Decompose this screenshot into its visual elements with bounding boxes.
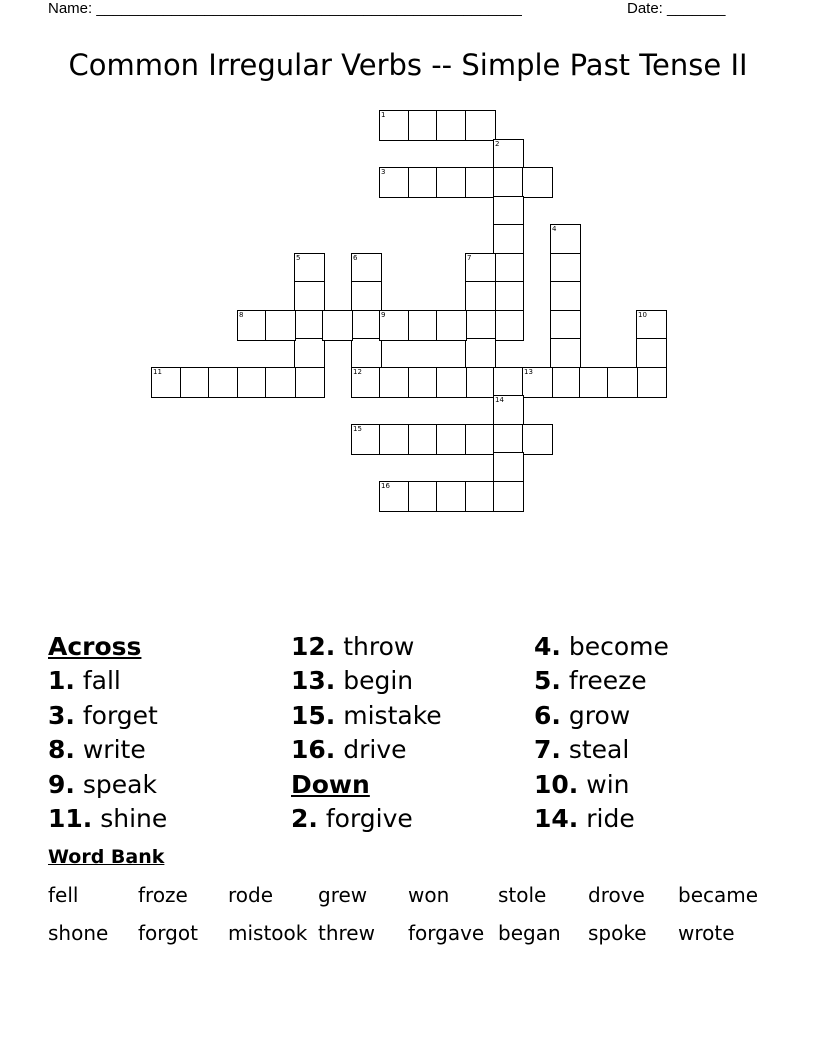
word-bank-word: mistook [228, 921, 308, 945]
cell-number: 13 [524, 368, 533, 376]
word-bank-word: wrote [678, 921, 735, 945]
crossword-cell[interactable] [493, 367, 524, 398]
crossword-cell[interactable] [493, 139, 524, 170]
word-bank-title: Word Bank [48, 846, 165, 868]
page-title: Common Irregular Verbs -- Simple Past Tense II [68, 48, 748, 82]
crossword-cell[interactable] [379, 310, 410, 341]
clue-item [48, 699, 167, 733]
clue-text: grow [560, 700, 631, 730]
crossword-cell[interactable] [493, 196, 524, 227]
crossword-cell[interactable] [465, 253, 496, 284]
crossword-cell[interactable] [436, 110, 467, 141]
crossword-cell[interactable] [465, 281, 496, 312]
cell-number: 7 [467, 254, 472, 262]
crossword-cell[interactable] [550, 224, 581, 255]
crossword-cell[interactable] [550, 338, 581, 369]
crossword-cell[interactable] [579, 367, 610, 398]
crossword-cell[interactable] [408, 367, 439, 398]
cell-number: 6 [353, 254, 358, 262]
clue-column-3 [534, 630, 669, 836]
cell-number: 14 [495, 396, 504, 404]
crossword-cell[interactable] [465, 310, 496, 341]
word-bank-word: rode [228, 883, 274, 907]
cell-number: 3 [381, 168, 386, 176]
clue-item [291, 664, 442, 698]
word-bank-word: became [678, 883, 759, 907]
crossword-cell[interactable] [379, 167, 410, 198]
crossword-cell[interactable] [351, 253, 382, 284]
word-bank-word: spoke [588, 921, 647, 945]
clue-number: 15. [291, 700, 336, 730]
crossword-cell[interactable] [436, 310, 467, 341]
clue-text: begin [335, 666, 414, 696]
name-label: Name: ___________________________________________________ [48, 0, 522, 17]
crossword-cell[interactable] [465, 367, 496, 398]
crossword-cell[interactable] [493, 310, 524, 341]
crossword-cell[interactable] [493, 253, 524, 284]
word-bank-word: drove [588, 883, 645, 907]
crossword-cell[interactable] [436, 481, 467, 512]
word-bank-word: forgave [408, 921, 485, 945]
clue-text: forget [74, 700, 158, 730]
clue-number: 1. [48, 666, 75, 696]
clue-item [534, 802, 669, 836]
crossword-cell[interactable] [636, 367, 667, 398]
date-label: Date: _______ [627, 0, 726, 17]
crossword-cell[interactable] [465, 338, 496, 369]
crossword-cell[interactable] [322, 310, 353, 341]
crossword-cell[interactable] [351, 424, 382, 455]
clue-column-2 [291, 630, 442, 836]
crossword-cell[interactable] [379, 481, 410, 512]
crossword-cell[interactable] [436, 424, 467, 455]
clue-text: speak [74, 769, 157, 799]
crossword-cell[interactable] [265, 310, 296, 341]
crossword-cell[interactable] [436, 367, 467, 398]
crossword-cell[interactable] [379, 367, 410, 398]
clue-item [291, 699, 442, 733]
word-bank-word: began [498, 921, 561, 945]
clue-text: freeze [560, 666, 647, 696]
word-bank-word: stole [498, 883, 547, 907]
clue-item [291, 802, 442, 836]
clue-number: 5. [534, 666, 561, 696]
crossword-cell[interactable] [436, 167, 467, 198]
cell-number: 4 [552, 225, 557, 233]
cell-number: 8 [239, 311, 244, 319]
clue-number: 7. [534, 735, 561, 765]
clue-item [291, 733, 442, 767]
crossword-cell[interactable] [294, 338, 325, 369]
crossword-cell[interactable] [265, 367, 296, 398]
cell-number: 1 [381, 111, 386, 119]
crossword-cell[interactable] [493, 481, 524, 512]
crossword-cell[interactable] [493, 167, 524, 198]
clue-text: win [578, 769, 630, 799]
clue-column-1 [48, 630, 167, 836]
crossword-cell[interactable] [465, 424, 496, 455]
clue-text: ride [578, 804, 635, 834]
clue-item [291, 630, 442, 664]
crossword-cell[interactable] [408, 481, 439, 512]
crossword-cell[interactable] [493, 424, 524, 455]
clue-item [534, 733, 669, 767]
clue-number: 12. [291, 632, 336, 661]
clue-text: write [74, 735, 146, 765]
word-bank-word: shone [48, 921, 109, 945]
clue-number: 2. [291, 804, 318, 834]
crossword-cell[interactable] [351, 281, 382, 312]
clue-text: fall [74, 666, 121, 696]
cell-number: 16 [381, 482, 390, 490]
crossword-cell[interactable] [493, 224, 524, 255]
crossword-cell[interactable] [522, 167, 553, 198]
clue-number: 11. [48, 804, 93, 834]
crossword-cell[interactable] [607, 367, 638, 398]
clue-item [534, 664, 669, 698]
clue-item [534, 630, 669, 664]
clue-item [48, 802, 167, 836]
crossword-cell[interactable] [550, 310, 581, 341]
crossword-cell[interactable] [408, 110, 439, 141]
clue-number: 10. [534, 769, 579, 799]
clue-text: become [560, 632, 669, 661]
cell-number: 10 [638, 311, 647, 319]
word-bank-word: threw [318, 921, 375, 945]
crossword-cell[interactable] [465, 110, 496, 141]
crossword-cell[interactable] [294, 367, 325, 398]
crossword-cell[interactable] [294, 281, 325, 312]
crossword-cell[interactable] [208, 367, 239, 398]
clue-text: throw [335, 632, 415, 661]
clue-number: 8. [48, 735, 75, 765]
crossword-cell[interactable] [550, 281, 581, 312]
clue-number: 3. [48, 700, 75, 730]
clue-number: 6. [534, 700, 561, 730]
cell-number: 11 [153, 368, 162, 376]
crossword-cell[interactable] [379, 110, 410, 141]
clue-item [48, 733, 167, 767]
clue-item [48, 768, 167, 802]
crossword-cell[interactable] [493, 395, 524, 426]
crossword-cell[interactable] [408, 167, 439, 198]
clue-text: drive [335, 735, 407, 765]
clue-text: forgive [317, 804, 413, 834]
word-bank-word: forgot [138, 921, 198, 945]
clue-item [534, 768, 669, 802]
crossword-cell[interactable] [379, 424, 410, 455]
clue-text: shine [92, 804, 168, 834]
word-bank-word: fell [48, 883, 79, 907]
crossword-cell[interactable] [550, 253, 581, 284]
clue-number: 13. [291, 666, 336, 696]
word-bank-word: grew [318, 883, 368, 907]
crossword-cell[interactable] [465, 481, 496, 512]
clue-number: 16. [291, 735, 336, 765]
crossword-cell[interactable] [408, 424, 439, 455]
cell-number: 2 [495, 140, 500, 148]
crossword-cell[interactable] [180, 367, 211, 398]
clue-item [534, 699, 669, 733]
crossword-cell[interactable] [522, 424, 553, 455]
crossword-cell[interactable] [465, 167, 496, 198]
crossword-cell[interactable] [237, 367, 268, 398]
clue-number: 9. [48, 769, 75, 799]
clue-number: 14. [534, 804, 579, 834]
crossword-cell[interactable] [351, 367, 382, 398]
word-bank-word: won [408, 883, 450, 907]
clue-heading: Down [291, 769, 370, 799]
crossword-cell[interactable] [294, 253, 325, 284]
cell-number: 9 [381, 311, 386, 319]
crossword-cell[interactable] [351, 338, 382, 369]
crossword-cell[interactable] [151, 367, 182, 398]
cell-number: 5 [296, 254, 301, 262]
cell-number: 15 [353, 425, 362, 433]
word-bank-word: froze [138, 883, 188, 907]
crossword-cell[interactable] [408, 310, 439, 341]
crossword-cell[interactable] [522, 367, 553, 398]
crossword-cell[interactable] [294, 310, 325, 341]
clue-text: steal [560, 735, 630, 765]
crossword-cell[interactable] [493, 281, 524, 312]
clue-text: mistake [335, 700, 442, 730]
crossword-cell[interactable] [351, 310, 382, 341]
crossword-cell[interactable] [636, 310, 667, 341]
clue-number: 4. [534, 632, 561, 661]
cell-number: 12 [353, 368, 362, 376]
clue-item [48, 664, 167, 698]
crossword-cell[interactable] [237, 310, 268, 341]
crossword-cell[interactable] [636, 338, 667, 369]
crossword-cell[interactable] [493, 452, 524, 483]
clue-heading: Across [48, 632, 142, 661]
crossword-cell[interactable] [550, 367, 581, 398]
